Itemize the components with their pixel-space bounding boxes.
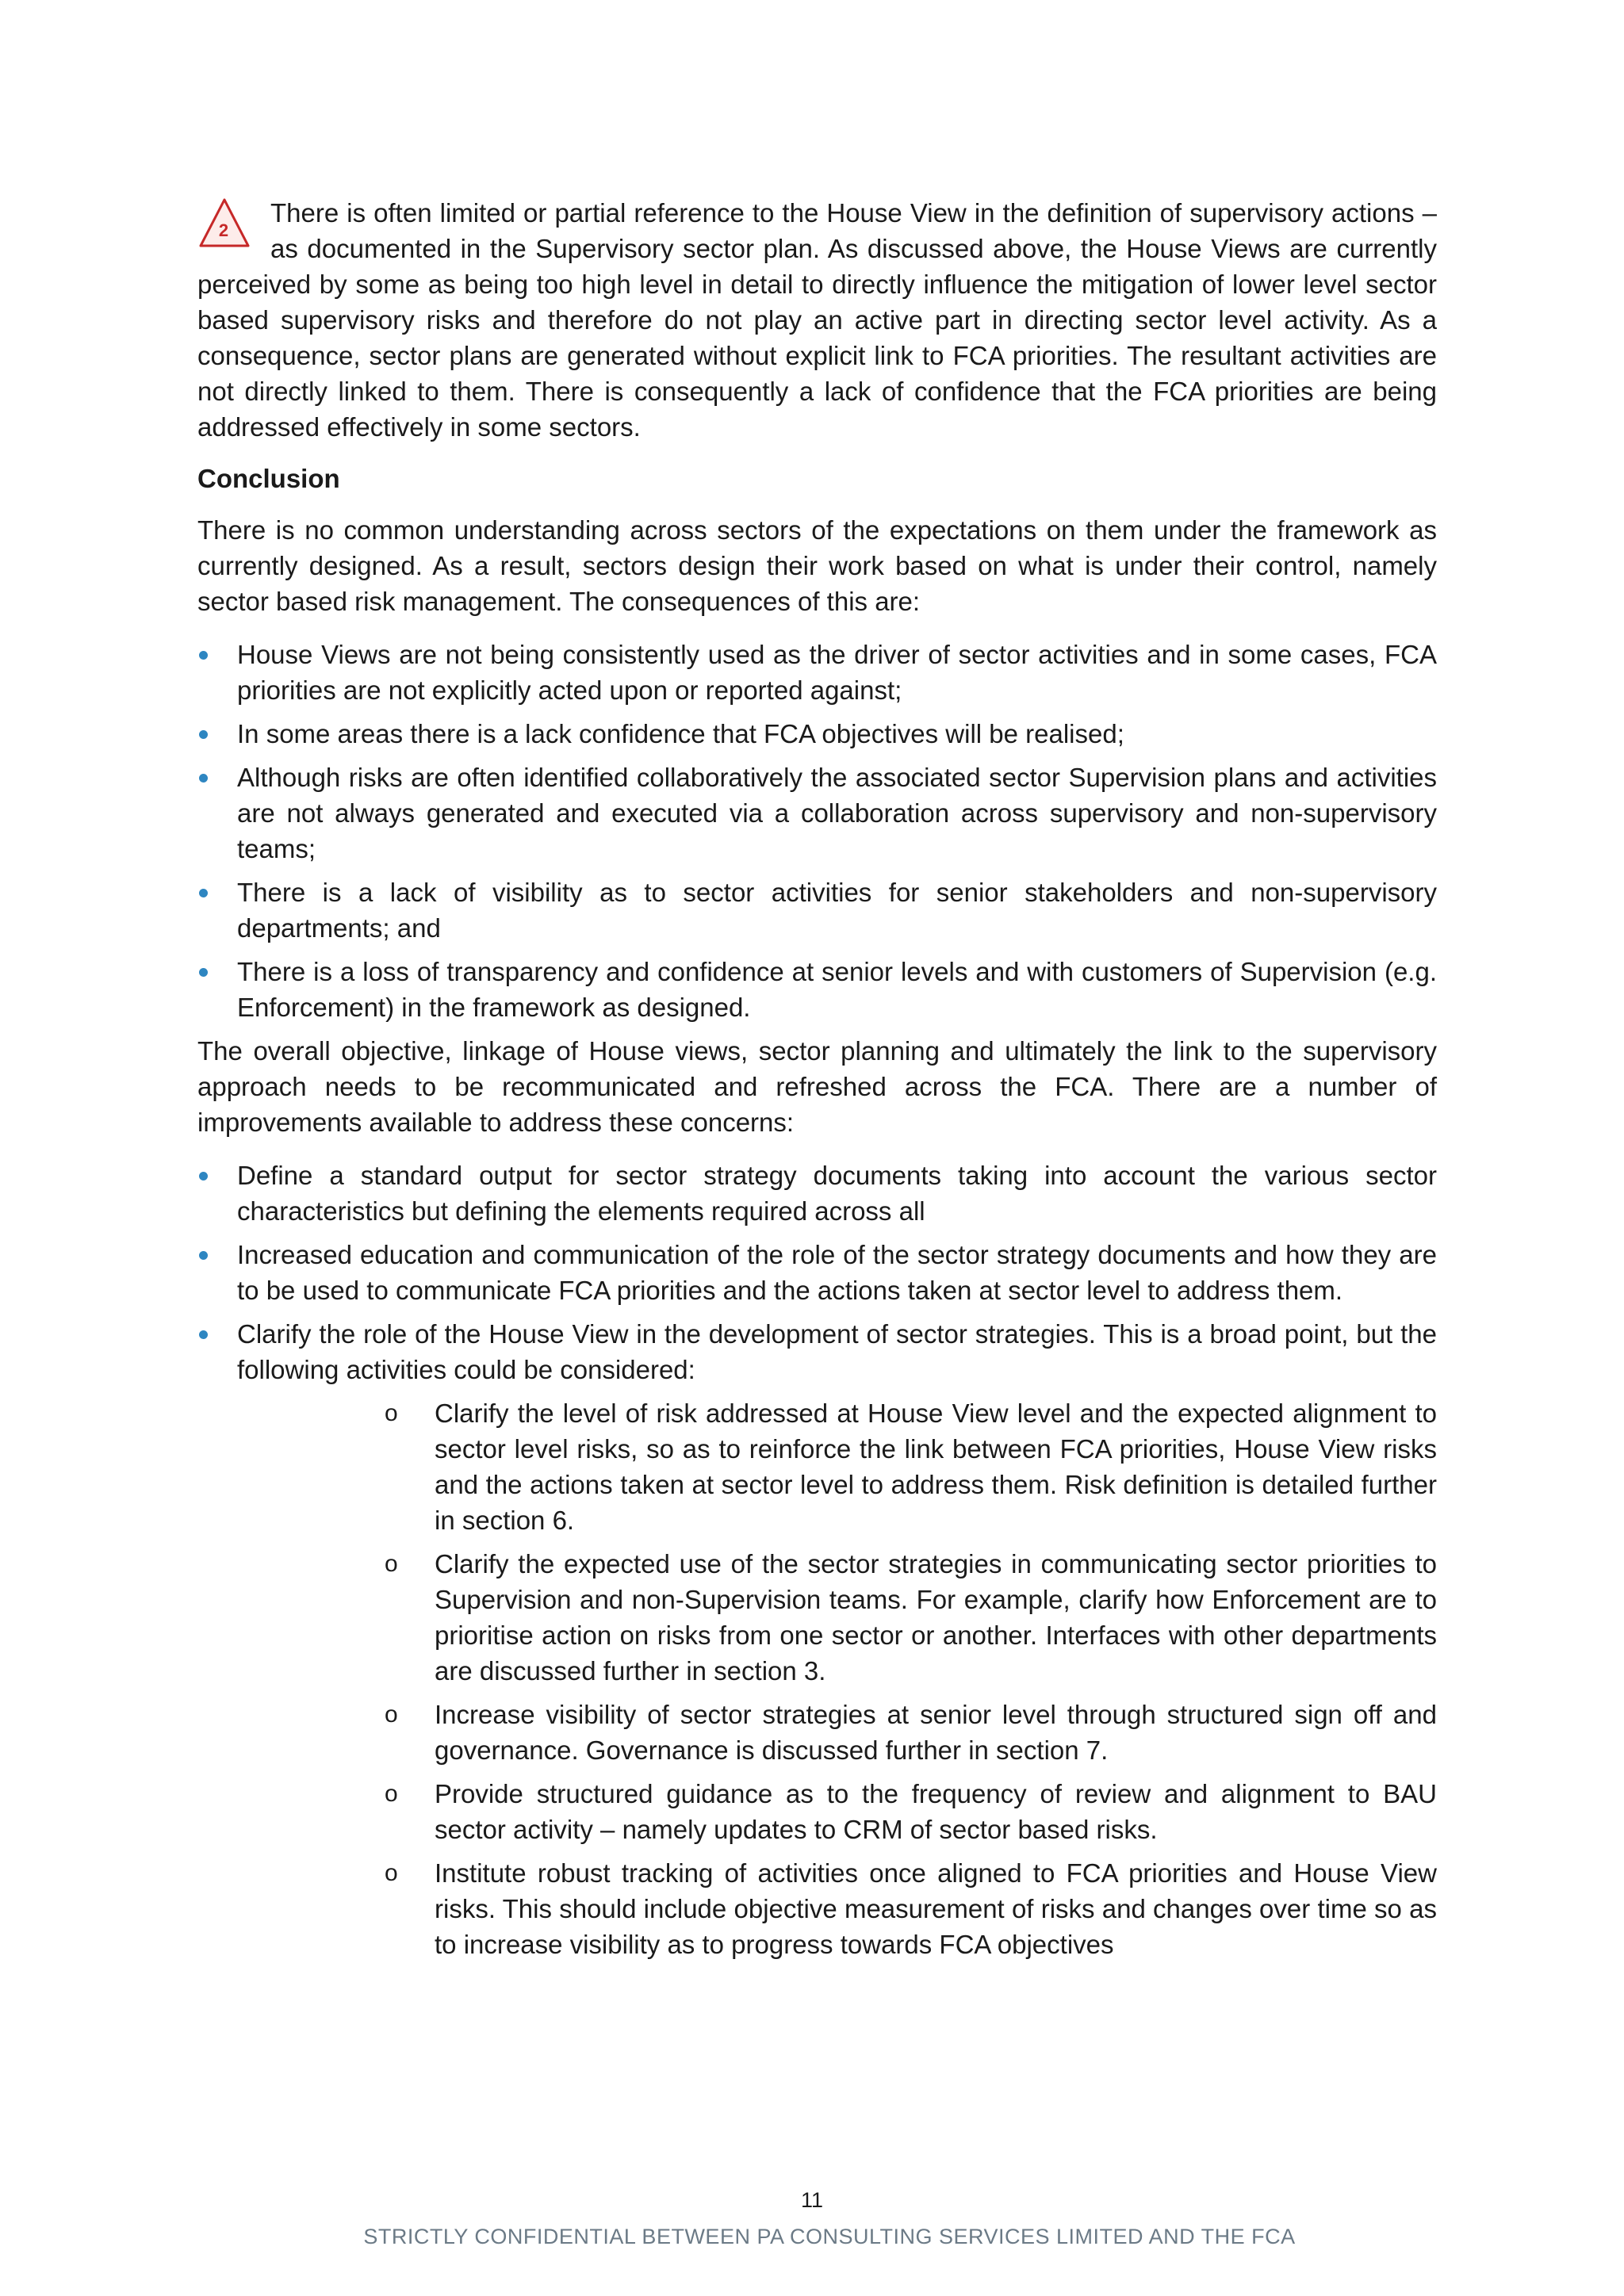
- confidentiality-footer: STRICTLY CONFIDENTIAL BETWEEN PA CONSULTING SERVICES LIMITED AND THE FCA: [363, 2225, 1296, 2248]
- bullet-icon: [199, 651, 208, 660]
- conclusion-intro: There is no common understanding across sectors of the expectations on them under the framework as currently designed. As a result, sectors design their work based on what is under their control, namely sector based risk management. The consequences of this are:: [197, 515, 1437, 616]
- bullet-icon: [199, 968, 208, 977]
- bullet-icon: [199, 1172, 208, 1181]
- warning-triangle-icon: [197, 197, 255, 251]
- sub-activities-list: [237, 1395, 1437, 1962]
- sub-list-item: o Clarify the level of risk addressed at House View level and the expected alignment to sector level risks, so as to reinforce the link between FCA priorities, House View risks and the actions taken at sector level to address them. Risk definition is detailed further in section 6.: [237, 1395, 1437, 1538]
- warning-text: There is often limited or partial reference to the House View in the definition of supervisory actions – as documented in the Supervisory sector plan. As discussed above, the House Views are currently perceived by some as being too high level in detail to directly influence the mitigation of lower level sector based supervisory risks and therefore do not play an active part in directing sector level activity. As a consequence, sector plans are generated without explicit link to FCA priorities. The resultant activities are not directly linked to them. There is consequently a lack of confidence that the FCA priorities are being addressed effectively in some sectors.: [197, 198, 1437, 442]
- page-number: 11: [800, 2188, 824, 2212]
- bullet-icon: [199, 774, 208, 783]
- page-body: [197, 195, 1437, 1970]
- bullet-icon: [199, 1251, 208, 1260]
- circle-bullet-icon: o: [385, 1400, 398, 1426]
- improvements-list: [197, 1158, 1437, 1962]
- list-item: In some areas there is a lack confidence that FCA objectives will be realised;: [197, 716, 1437, 752]
- list-item: House Views are not being consistently used as the driver of sector activities and in some cases, FCA priorities are not explicitly acted upon or reported against;: [197, 637, 1437, 708]
- sub-list-item: o Institute robust tracking of activities once aligned to FCA priorities and House View risks. This should include objective measurement of risks and changes over time so as to increase visibility as to progress towards FCA objectives: [237, 1855, 1437, 1962]
- list-item: Although risks are often identified collaboratively the associated sector Supervision plans and activities are not always generated and executed via a collaboration across supervisory and non-supervisory teams;: [197, 760, 1437, 867]
- bullet-icon: [199, 1330, 208, 1339]
- warning-paragraph: [197, 195, 1437, 445]
- list-item: Increased education and communication of the role of the sector strategy documents and how they are to be used to communicate FCA priorities and the actions taken at sector level to address them.: [197, 1237, 1437, 1308]
- sub-list-item: o Provide structured guidance as to the frequency of review and alignment to BAU sector activity – namely updates to CRM of sector based risks.: [237, 1776, 1437, 1847]
- list-item: Define a standard output for sector strategy documents taking into account the various sector characteristics but defining the elements required across all: [197, 1158, 1437, 1229]
- bullet-icon: [199, 889, 208, 897]
- circle-bullet-icon: o: [385, 1781, 398, 1807]
- bullet-icon: [199, 730, 208, 739]
- sub-list-item: o Increase visibility of sector strategies at senior level through structured sign off and governance. Governance is discussed further in section 7.: [237, 1697, 1437, 1768]
- sub-list-item: o Clarify the expected use of the sector strategies in communicating sector priorities to Supervision and non-Supervision teams. For example, clarify how Enforcement are to prioritise action on risks from one sector or another. Interfaces with other departments are discussed further in section 3.: [237, 1546, 1437, 1689]
- list-item: Clarify the role of the House View in the development of sector strategies. This is a broad point, but the following activities could be considered: o Clarify the level of risk addressed at House View level and the expected alignment to sector level risks, so as to reinforce the link between FCA priorities, House View risks and the actions taken at sector level to address them. Risk definition is detailed further in section 6. o Clarify the expected use of the sector strategies in communicating sector priorities to Supervision and non-Supervision teams. For example, clarify how Enforcement are to prioritise action on risks from one sector or another. Interfaces with other departments are discussed further in section 3. o Increase visibility of sector strategies at senior level through structured sign off and governance. Governance is discussed further in section 7. o Provide structured guidance as to the frequency of review and alignment to BAU sector activity – namely updates to CRM of sector based risks. o Institute robust tracking of activities once aligned to FCA priorities and House View risks. This should include objective measurement of risks and changes over time so as to increase visibility as to progress towards FCA objectives: [197, 1316, 1437, 1962]
- circle-bullet-icon: o: [385, 1701, 398, 1728]
- list-item: There is a lack of visibility as to sector activities for senior stakeholders and non-supervisory departments; and: [197, 874, 1437, 946]
- circle-bullet-icon: o: [385, 1551, 398, 1577]
- list-item: There is a loss of transparency and confidence at senior levels and with customers of Supervision (e.g. Enforcement) in the framework as designed.: [197, 954, 1437, 1025]
- warning-badge-number: 2: [218, 220, 229, 240]
- consequences-list: [197, 637, 1437, 1025]
- objective-paragraph: The overall objective, linkage of House views, sector planning and ultimately the link to the supervisory approach needs to be recommunicated and refreshed across the FCA. There are a number of improvements available to address these concerns:: [197, 1036, 1437, 1137]
- circle-bullet-icon: o: [385, 1860, 398, 1886]
- conclusion-heading: Conclusion: [197, 464, 340, 493]
